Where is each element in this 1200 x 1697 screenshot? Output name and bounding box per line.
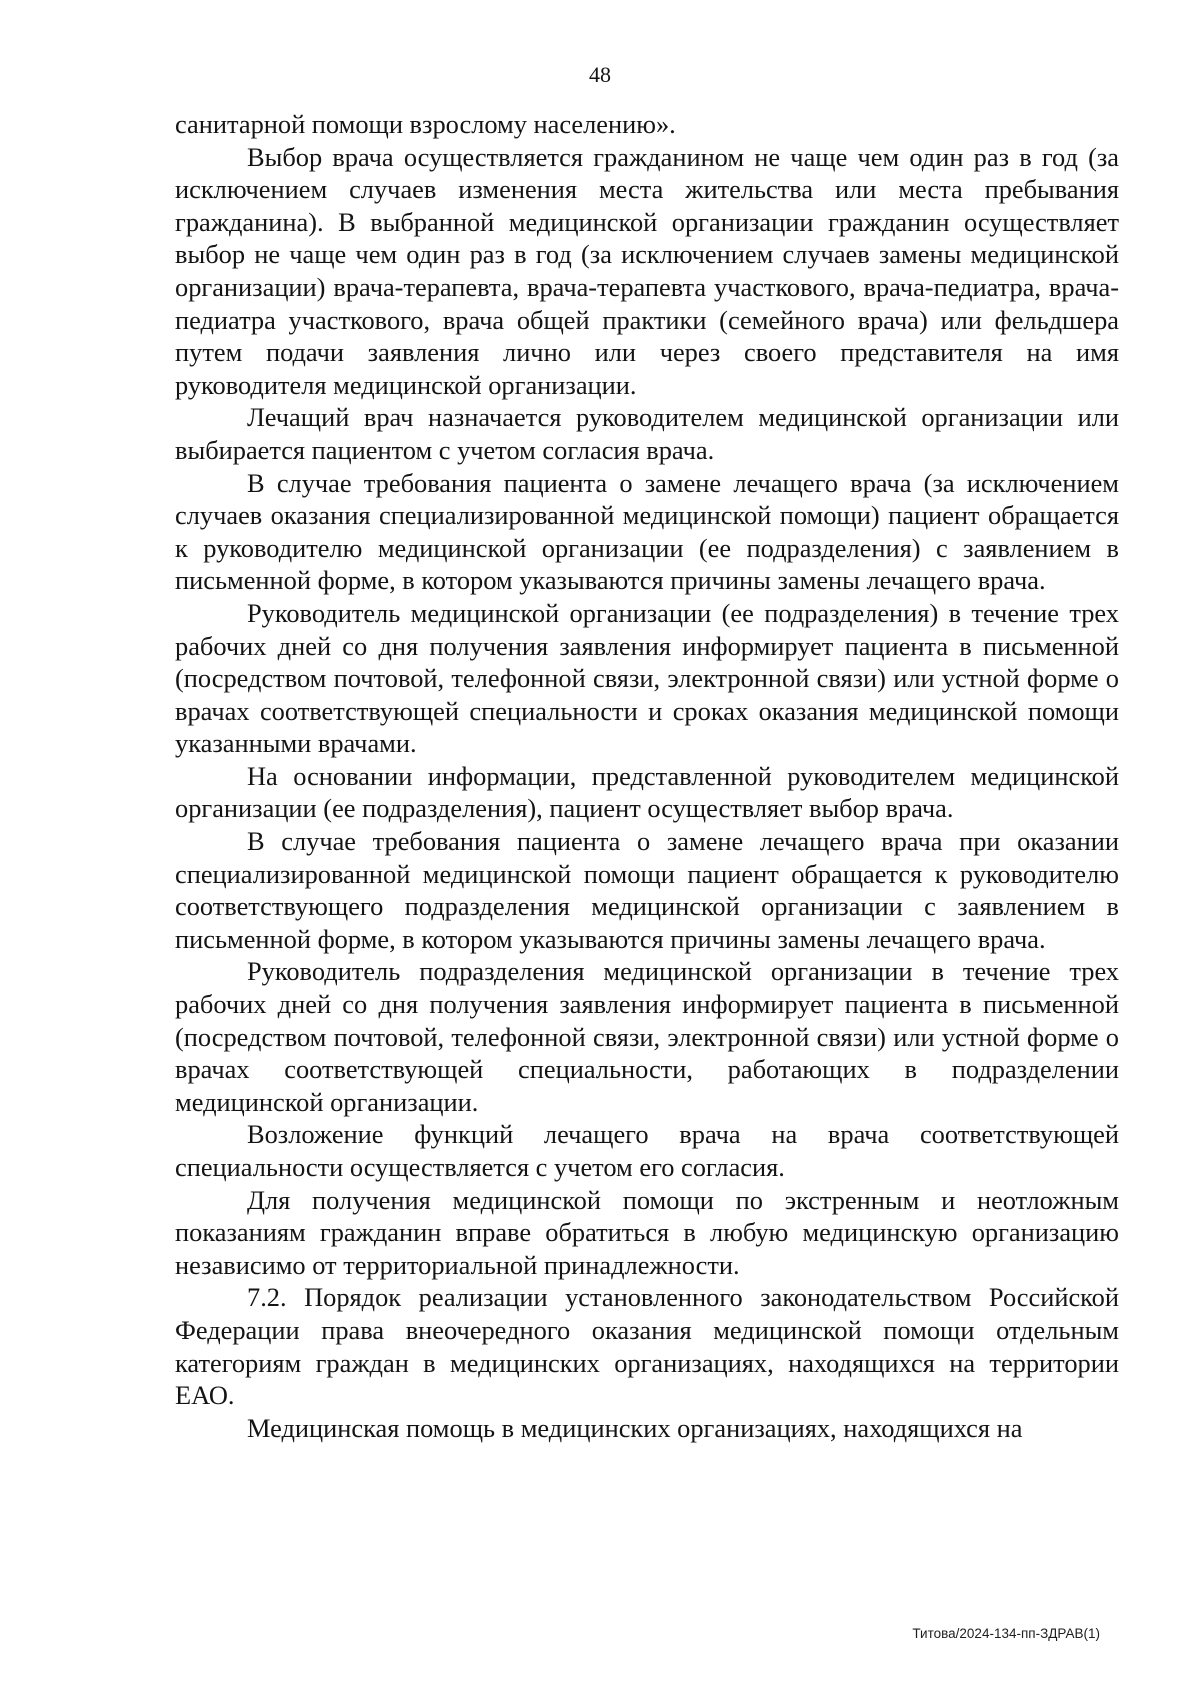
section-heading-7-2: 7.2. Порядок реализации установленного законодательством Российской Федерации права внеочередного оказания медицинской помощи отдельным категориям граждан в медицинских организациях, находящихся на территории ЕАО. [175, 1282, 1119, 1411]
paragraph-emergency-care: Для получения медицинской помощи по экстренным и неотложным показаниям гражданин вправе обратиться в любую медицинскую организацию независимо от территориальной принадлежности. [175, 1184, 1119, 1280]
paragraph-head-informs-patient: Руководитель медицинской организации (ее подразделения) в течение трех рабочих дней со дня получения заявления информирует пациента в письменной (посредством почтовой, телефонной связи, электронной связи) или устной форме о врачах соответствующей специальности и сроках оказания медицинской помощи указанными врачами. [175, 597, 1119, 759]
paragraph-continuation: санитарной помощи взрослому населению». [175, 109, 676, 139]
paragraph-medical-care-continues: Медицинская помощь в медицинских организациях, находящихся на [247, 1412, 1023, 1443]
paragraph-doctor-choice: Выбор врача осуществляется гражданином не чаще чем один раз в год (за исключением случаев изменения места жительства или места пребывания гражданина). В выбранной медицинской организации гражданин осуществляет выбор не чаще чем один раз в год (за исключением случаев замены медицинской организации) врача-терапевта, врача-терапевта участкового, врача-педиатра, врача-педиатра участкового, врача общей практики (семейного врача) или фельдшера путем подачи заявления лично или через своего представителя на имя руководителя медицинской организации. [175, 141, 1119, 400]
paragraph-replacement-request: В случае требования пациента о замене лечащего врача (за исключением случаев оказания специализированной медицинской помощи) пациент обращается к руководителю медицинской организации (ее подразделения) с заявлением в письменной форме, в котором указываются причины замены лечащего врача. [175, 467, 1119, 596]
page-number: 48 [589, 62, 611, 87]
paragraph-specialized-replacement: В случае требования пациента о замене лечащего врача при оказании специализированной медицинской помощи пациент обращается к руководителю соответствующего подразделения медицинской организации с заявлением в письменной форме, в котором указываются причины замены лечащего врача. [175, 826, 1119, 954]
paragraph-patient-choice: На основании информации, представленной руководителем медицинской организации (ее подразделения), пациент осуществляет выбор врача. [175, 760, 1119, 824]
document-footer-id: Титова/2024-134-пп-ЗДРАВ(1) [912, 1626, 1100, 1641]
paragraph-attending-doctor-assignment: Лечащий врач назначается руководителем медицинской организации или выбирается пациентом с учетом согласия врача. [175, 402, 1119, 465]
paragraph-division-head-informs: Руководитель подразделения медицинской организации в течение трех рабочих дней со дня получения заявления информирует пациента в письменной (посредством почтовой, телефонной связи, электронной связи) или устной форме о врачах соответствующей специальности, работающих в подразделении медицинской организации. [175, 956, 1119, 1117]
paragraph-function-assignment: Возложение функций лечащего врача на врача соответствующей специальности осуществляется с учетом его согласия. [175, 1119, 1119, 1182]
document-body [175, 108, 1119, 1444]
